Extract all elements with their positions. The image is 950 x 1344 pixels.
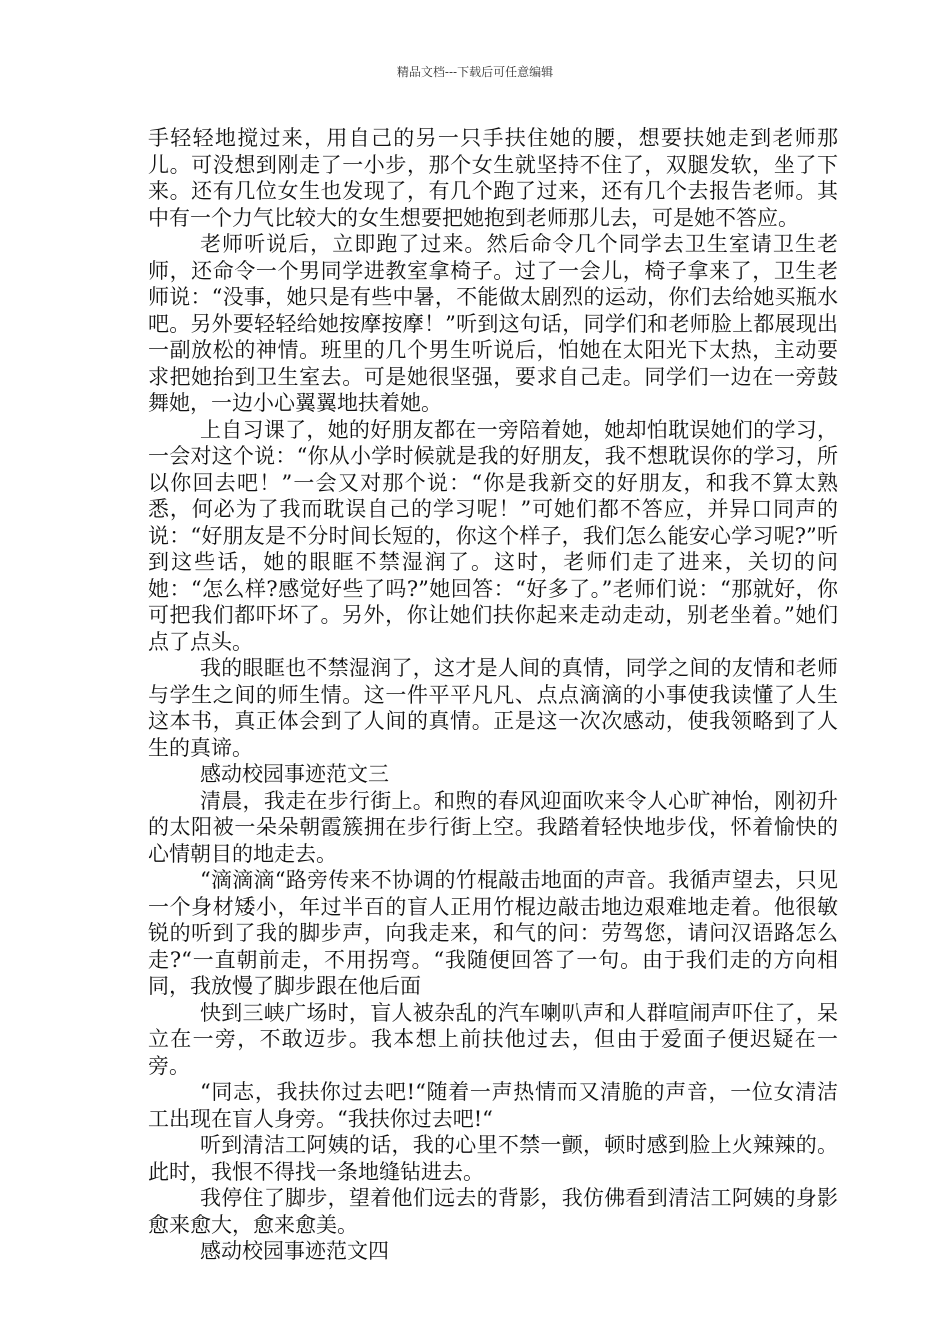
paragraph-3: 上自习课了，她的好朋友都在一旁陪着她，她却怕耽误她们的学习，一会对这个说：“你从小学时候就是我的好朋友，我不想耽误你的学习，所以你回去吧！”一会又对那个说：“你是我新交的好朋友，和我不算太熟悉，何必为了我而耽误自己的学习呢！”可她们都不答应，并异口同声的说：“好朋友是不分时间长短的，你这个样子，我们怎么能安心学习呢?”听到这些话，她的眼眶不禁湿润了。这时，老师们走了进来，关切的问她：“怎么样?感觉好些了吗?”她回答：“好多了。”老师们说：“那就好，你可把我们都吓坏了。另外，你让她们扶你起来走动走动，别老坐着。”她们点了点头。 bbox=[148, 417, 838, 654]
paragraph-2: 老师听说后，立即跑了过来。然后命令几个同学去卫生室请卫生老师，还命令一个男同学进教室拿椅子。过了一会儿，椅子拿来了，卫生老师说：“没事，她只是有些中暑，不能做太剧烈的运动，你们去给她买瓶水吧。另外要轻轻给她按摩按摩！”听到这句话，同学们和老师脸上都展现出一副放松的神情。班里的几个男生听说后，怕她在太阳光下太热，主动要求把她抬到卫生室去。可是她很坚强，要求自己走。同学们一边在一旁鼓舞她，一边小心翼翼地扶着她。 bbox=[148, 232, 838, 415]
paragraph-1: 手轻轻地搅过来，用自己的另一只手扶住她的腰，想要扶她走到老师那儿。可没想到刚走了一小步，那个女生就坚持不住了，双腿发软，坐了下来。还有几位女生也发现了，有几个跑了过来，还有几个去报告老师。其中有一个力气比较大的女生想要把她抱到老师那儿去，可是她不答应。 bbox=[148, 126, 838, 230]
section3-paragraph-6: 我停住了脚步，望着他们远去的背影，我仿佛看到清洁工阿姨的身影愈来愈大，愈来愈美。 bbox=[148, 1186, 838, 1237]
section3-paragraph-4: “同志，我扶你过去吧!“随着一声热情而又清脆的声音，一位女清洁工出现在盲人身旁。“我扶你过去吧!“ bbox=[148, 1080, 838, 1131]
section3-paragraph-2: “滴滴滴“路旁传来不协调的竹棍敲击地面的声音。我循声望去，只见一个身材矮小，年过半百的盲人正用竹棍边敲击地边艰难地走着。他很敏锐的听到了我的脚步声，向我走来，和气的问：劳驾您，请问汉语路怎么走?“一直朝前走，不用拐弯。“我随便回答了一句。由于我们走的方向相同，我放慢了脚步跟在他后面 bbox=[148, 868, 838, 998]
document-body bbox=[148, 125, 838, 1265]
section3-paragraph-1: 清晨，我走在步行街上。和煦的春风迎面吹来令人心旷神怡，刚初升的太阳被一朵朵朝霞簇拥在步行街上空。我踏着轻快地步伐，怀着愉快的心情朝目的地走去。 bbox=[148, 788, 838, 866]
section-heading-3: 感动校园事迹范文三 bbox=[200, 762, 389, 786]
section3-paragraph-5: 听到清洁工阿姨的话，我的心里不禁一颤，顿时感到脸上火辣辣的。此时，我恨不得找一条地缝钻进去。 bbox=[148, 1133, 838, 1184]
paragraph-4: 我的眼眶也不禁湿润了，这才是人间的真情，同学之间的友情和老师与学生之间的师生情。这一件平平凡凡、点点滴滴的小事使我读懂了人生这本书，真正体会到了人间的真情。正是这一次次感动，使我领略到了人生的真谛。 bbox=[148, 656, 838, 760]
section3-paragraph-3: 快到三峡广场时，盲人被杂乱的汽车喇叭声和人群喧闹声吓住了，呆立在一旁，不敢迈步。我本想上前扶他过去，但由于爱面子便迟疑在一旁。 bbox=[148, 1000, 838, 1078]
section-heading-4: 感动校园事迹范文四 bbox=[200, 1239, 389, 1263]
page-header: 精品文档---下载后可任意编辑 bbox=[396, 65, 554, 79]
